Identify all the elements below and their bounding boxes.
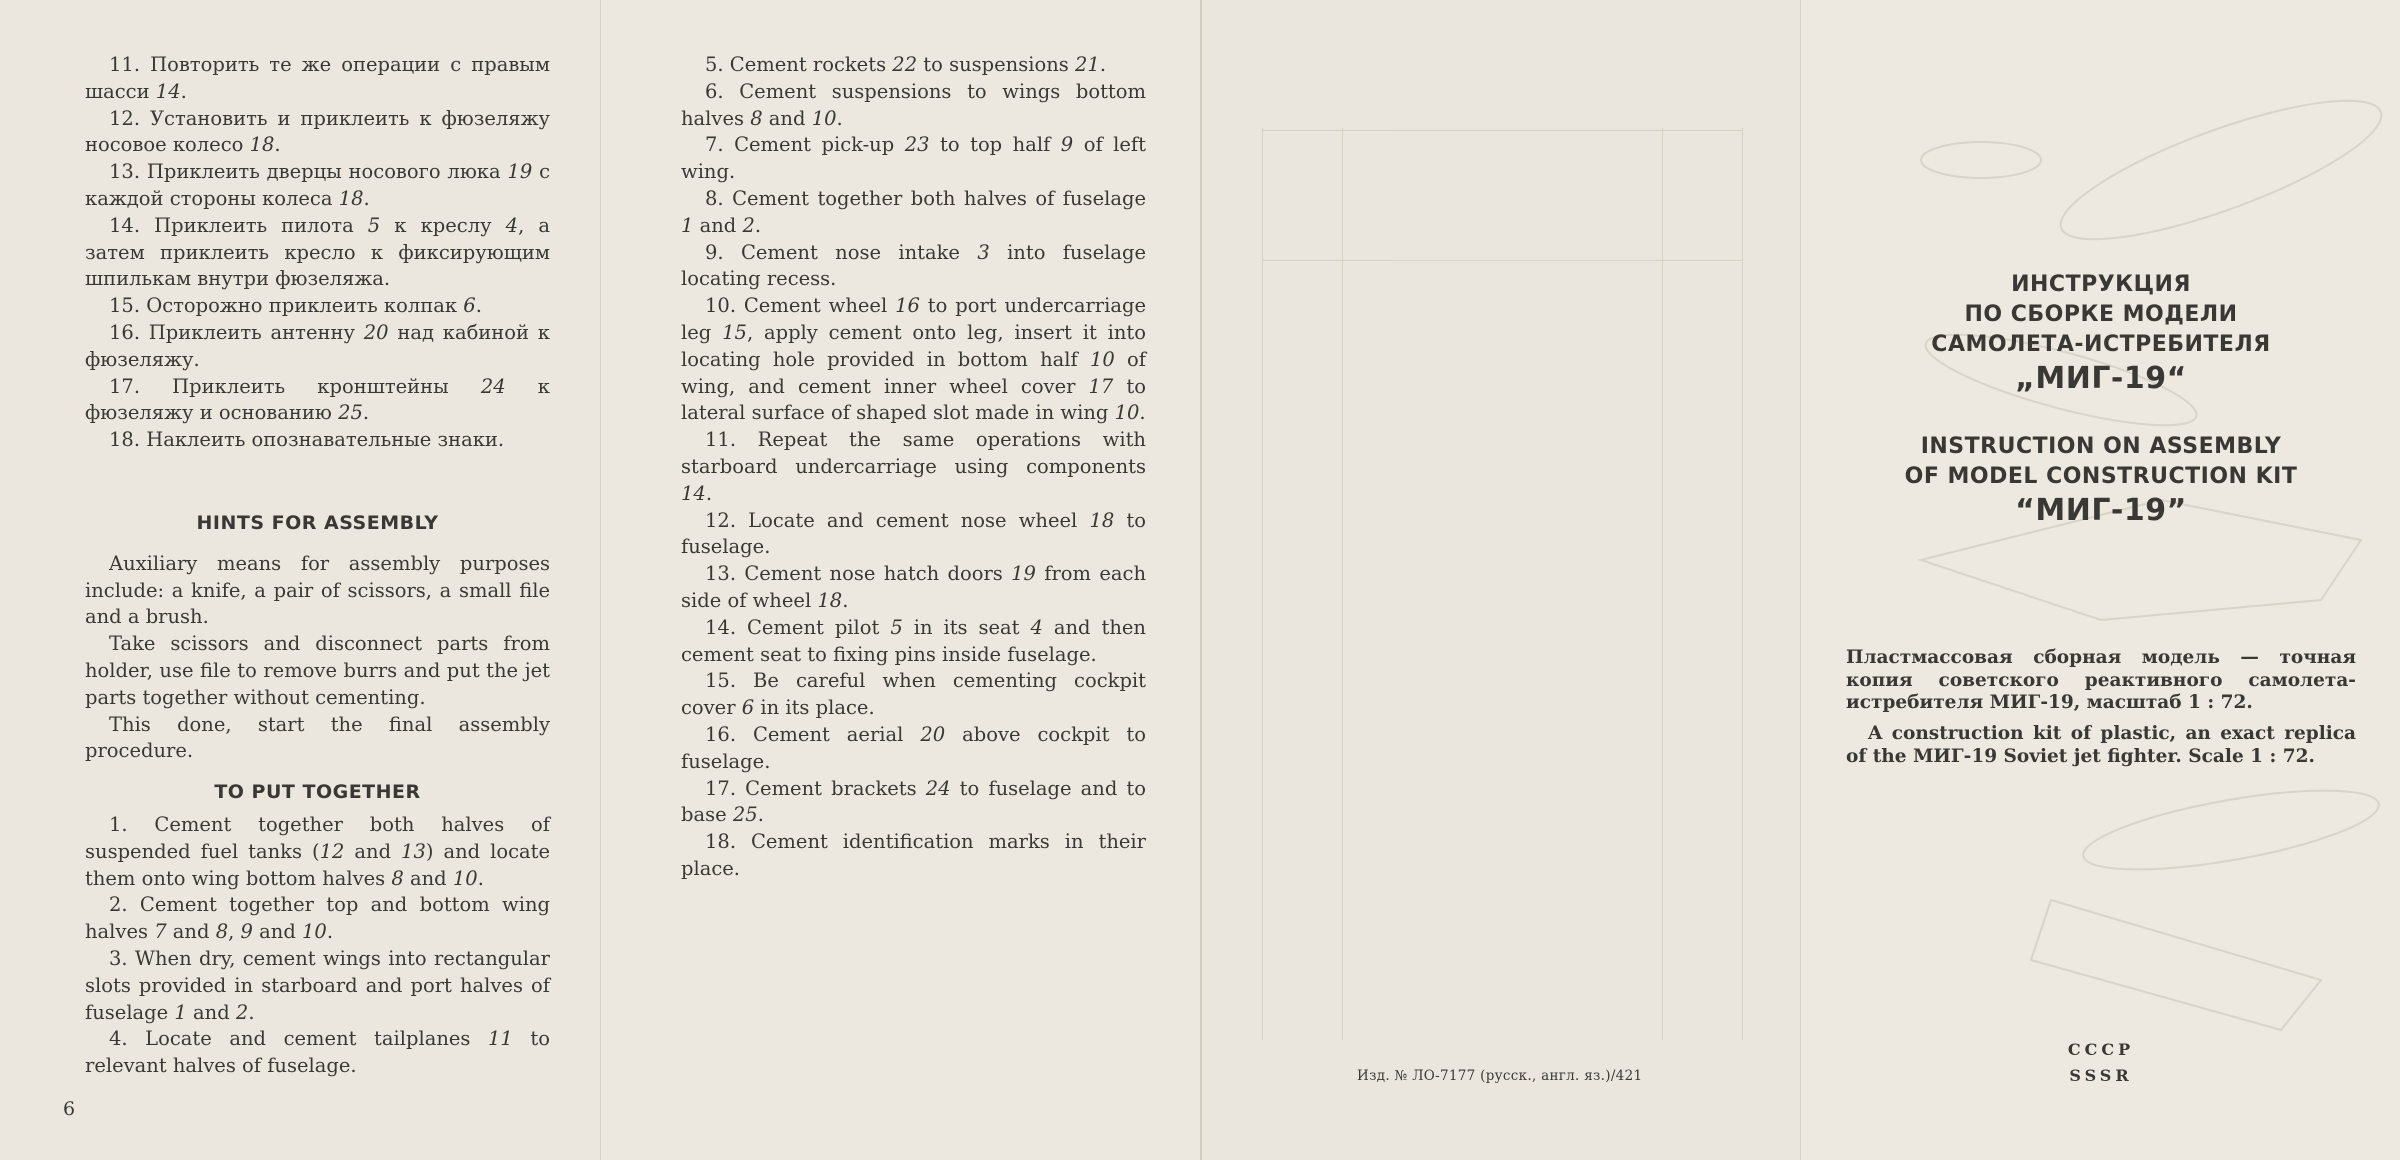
en-step-p7-7: 11. Repeat the same operations with starboard undercarriage using components 14. [681,428,1146,505]
en-step-2: 2. Cement together top and bottom wing halves 7 and 8, 9 and 10. [85,893,550,944]
description-english: A construction kit of plastic, an exact replica of the МИГ-19 Soviet jet fighter. Scale 1 : 72. [1846,723,2356,767]
ru-step-5: 15. Осторожно приклеить колпак 6. [109,294,482,318]
ru-step-7: 17. Приклеить кронштейны 24 к фюзеляжу и основанию 25. [85,374,550,425]
en-step-3: 3. When dry, cement wings into rectangular slots provided in starboard and port halves of fuselage 1 and 2. [85,946,550,1024]
hints-paragraphs [85,551,550,765]
en-step-p7-4: 8. Cement together both halves of fuselage 1 and 2. [681,186,1146,237]
en-step-p7-10: 14. Cement pilot 5 in its seat 4 and then cement seat to fixing pins inside fuselage. [681,615,1146,666]
hint-paragraph-1: Auxiliary means for assembly purposes include: a knife, a pair of scissors, a small file and a brush. [85,551,550,629]
en-step-p7-12: 16. Cement aerial 20 above cockpit to fuselage. [681,722,1146,773]
page-6 [0,0,600,1160]
ru-step-2: 12. Установить и приклеить к фюзеляжу носовое колесо 18. [85,106,550,157]
page-7 [600,0,1200,1160]
russian-assembly-steps [85,52,550,454]
country-en: SSSR [2069,1066,2133,1085]
ru-title-line-2: ПО СБОРКЕ МОДЕЛИ [1964,302,2238,327]
ru-step-1: 11. Повторить те же операции с правым шасси 14. [85,53,550,103]
en-step-p7-3: 7. Cement pick-up 23 to top half 9 of left wing. [681,133,1146,184]
en-step-p7-9: 13. Cement nose hatch doors 19 from each side of wheel 18. [681,562,1147,612]
en-model-name: “МИГ-19” [2015,493,2187,528]
country-ru: СССР [2067,1040,2135,1059]
english-title [1801,432,2400,526]
ru-title-line-1: ИНСТРУКЦИЯ [2011,272,2191,297]
en-title-line-1: INSTRUCTION ON ASSEMBLY [1920,434,2282,459]
en-title-line-2: OF MODEL CONSTRUCTION KIT [1904,464,2298,489]
cover-panel [1800,0,2400,1160]
english-assembly-steps-5-18 [681,52,1146,883]
description-russian: Пластмассовая сборная модель — точная копия советского реактивного самолета-истребителя МИГ-19, масштаб 1 : 72. [1846,647,2356,713]
ru-step-6: 16. Приклеить антенну 20 над кабиной к фюзеляжу. [85,320,550,371]
page-number: 6 [63,1098,76,1120]
bleed-through-parts-table [1262,50,1742,1040]
en-step-p7-14: 18. Cement identification marks in their place. [681,830,1146,880]
ru-step-8: 18. Наклеить опознавательные знаки. [109,428,505,452]
aircraft-sketch-watermark [1801,0,2400,1160]
hint-paragraph-3: This done, start the final assembly procedure. [85,712,550,763]
ru-title-line-3: САМОЛЕТА-ИСТРЕБИТЕЛЯ [1931,332,2271,357]
en-step-p7-8: 12. Locate and cement nose wheel 18 to fuselage. [681,508,1146,559]
en-step-4: 4. Locate and cement tailplanes 11 to relevant halves of fuselage. [85,1027,550,1078]
en-step-p7-1: 5. Cement rockets 22 to suspensions 21. [705,53,1107,76]
en-step-p7-5: 9. Cement nose intake 3 into fuselage locating recess. [681,240,1146,291]
ru-model-name: „МИГ-19“ [2015,361,2187,396]
en-step-p7-11: 15. Be careful when cementing cockpit cover 6 in its place. [681,669,1146,720]
page-7-text [681,52,1146,883]
page-6-text [85,52,550,1080]
together-heading: TO PUT TOGETHER [214,781,421,804]
english-assembly-steps-1-4 [85,812,550,1080]
en-step-p7-2: 6. Cement suspensions to wings bottom halves 8 and 10. [681,79,1146,130]
en-step-p7-6: 10. Cement wheel 16 to port undercarriage leg 15, apply cement onto leg, insert it into locating hole provided in bottom half 10 of wing, and cement inner wheel cover 17 to lateral surface of shaped slot made in wing 10. [681,294,1147,425]
en-step-p7-13: 17. Cement brackets 24 to fuselage and to base 25. [681,776,1146,827]
hint-paragraph-2: Take scissors and disconnect parts from holder, use file to remove burrs and put the jet parts together without cementing. [85,632,550,709]
ru-step-3: 13. Приклеить дверцы носового люка 19 с каждой стороны колеса 18. [85,160,550,210]
back-panel [1200,0,1800,1160]
publication-info: Изд. № ЛО-7177 (русск., англ. яз.)/421 [1357,1068,1643,1084]
ru-step-4: 14. Приклеить пилота 5 к креслу 4, а затем приклеить кресло к фиксирующим шпилькам внутри фюзеляжа. [85,213,550,291]
en-step-1: 1. Cement together both halves of suspended fuel tanks (12 and 13) and locate them onto wing bottom halves 8 and 10. [85,812,550,890]
russian-title [1801,270,2400,394]
hints-heading: HINTS FOR ASSEMBLY [196,511,439,534]
